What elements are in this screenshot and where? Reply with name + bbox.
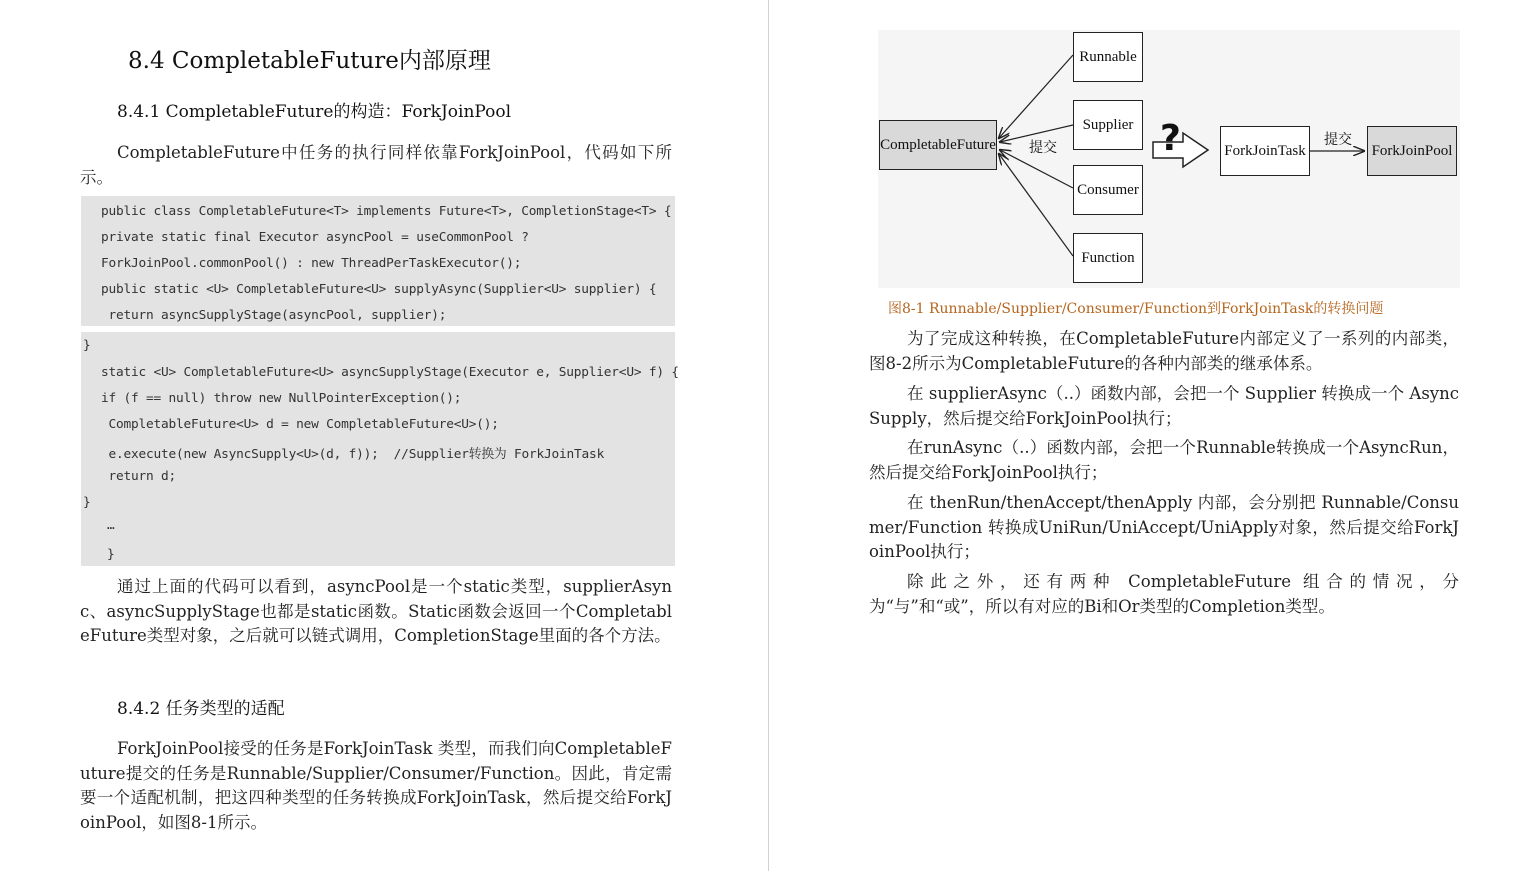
subsection-title-1: 8.4.1 CompletableFuture的构造：ForkJoinPool: [117, 102, 512, 122]
code-line: private static final Executor asyncPool = useCommonPool ?: [86, 230, 529, 245]
code-line: }: [83, 495, 91, 510]
arrow-runnable: [999, 55, 1073, 138]
forkjoinpool-box: ForkJoinPool: [1367, 126, 1457, 176]
submit-label-1: 提交: [1029, 140, 1057, 156]
code-line: if (f == null) throw new NullPointerException();: [86, 391, 462, 406]
code-line: static <U> CompletableFuture<U> asyncSupplyStage(Executor e, Supplier<U> f) {: [86, 365, 679, 380]
code-line: public static <U> CompletableFuture<U> supplyAsync(Supplier<U> supplier) {: [86, 282, 657, 297]
runnable-box: Runnable: [1073, 32, 1143, 82]
explain-paragraph: 通过上面的代码可以看到，asyncPool是一个static类型，supplierAsync、asyncSupplyStage也都是static函数。Static函数会返回一个CompletableFuture类型对象，之后就可以链式调用，CompletionStage里面的各个方法。: [80, 577, 672, 645]
code-line: return asyncSupplyStage(asyncPool, supplier);: [86, 308, 447, 323]
forkjointask-box: ForkJoinTask: [1220, 126, 1310, 176]
code-line: …: [92, 518, 115, 533]
right-paragraph-5: 除此之外，还有两种 CompletableFuture 组合的情况，分为“与”和“或”，所以有对应的Bi和Or类型的Completion类型。: [869, 572, 1459, 616]
page-divider: [768, 0, 769, 871]
code-line: e.execute(new AsyncSupply<U>(d, f)); //Supplier转换为 ForkJoinTask: [86, 447, 605, 462]
adapt-paragraph: ForkJoinPool接受的任务是ForkJoinTask 类型，而我们向CompletableFuture提交的任务是Runnable/Supplier/Consumer/Function。因此，肯定需要一个适配机制，把这四种类型的任务转换成ForkJoinTask，然后提交给ForkJoinPool，如图8-1所示。: [80, 739, 672, 832]
right-paragraph-3: 在runAsync（..）函数内部，会把一个Runnable转换成一个AsyncRun，然后提交给ForkJoinPool执行；: [869, 438, 1459, 482]
consumer-box: Consumer: [1073, 165, 1143, 215]
code-line: }: [83, 338, 91, 353]
code-line: public class CompletableFuture<T> implements Future<T>, CompletionStage<T> {: [86, 204, 672, 219]
function-box: Function: [1073, 233, 1143, 283]
figure-8-1: [878, 30, 1460, 288]
code-line: }: [92, 547, 115, 562]
submit-label-2: 提交: [1324, 132, 1352, 148]
subsection-title-2: 8.4.2 任务类型的适配: [117, 699, 285, 719]
section-title: 8.4 CompletableFuture内部原理: [128, 48, 491, 74]
question-mark-icon: ?: [1160, 118, 1181, 159]
code-line: CompletableFuture<U> d = new CompletableFuture<U>();: [86, 417, 499, 432]
figure-caption: 图8-1 Runnable/Supplier/Consumer/Function到ForkJoinTask的转换问题: [888, 301, 1384, 317]
completablefuture-box: CompletableFuture: [879, 120, 997, 170]
right-paragraph-1: 为了完成这种转换，在CompletableFuture内部定义了一系列的内部类，图8-2所示为CompletableFuture的各种内部类的继承体系。: [869, 329, 1459, 373]
supplier-box: Supplier: [1073, 100, 1143, 150]
code-line: ForkJoinPool.commonPool() : new ThreadPerTaskExecutor();: [86, 256, 522, 271]
code-line: return d;: [86, 469, 177, 484]
intro-paragraph: CompletableFuture中任务的执行同样依靠ForkJoinPool，代码如下所示。: [80, 143, 672, 187]
right-paragraph-4: 在 thenRun/thenAccept/thenApply 内部，会分别把 Runnable/Consumer/Function 转换成UniRun/UniAccept/UniApply对象，然后提交给ForkJoinPool执行；: [869, 493, 1459, 561]
right-paragraph-2: 在 supplierAsync（..）函数内部，会把一个 Supplier 转换成一个 AsyncSupply，然后提交给ForkJoinPool执行；: [869, 384, 1459, 428]
